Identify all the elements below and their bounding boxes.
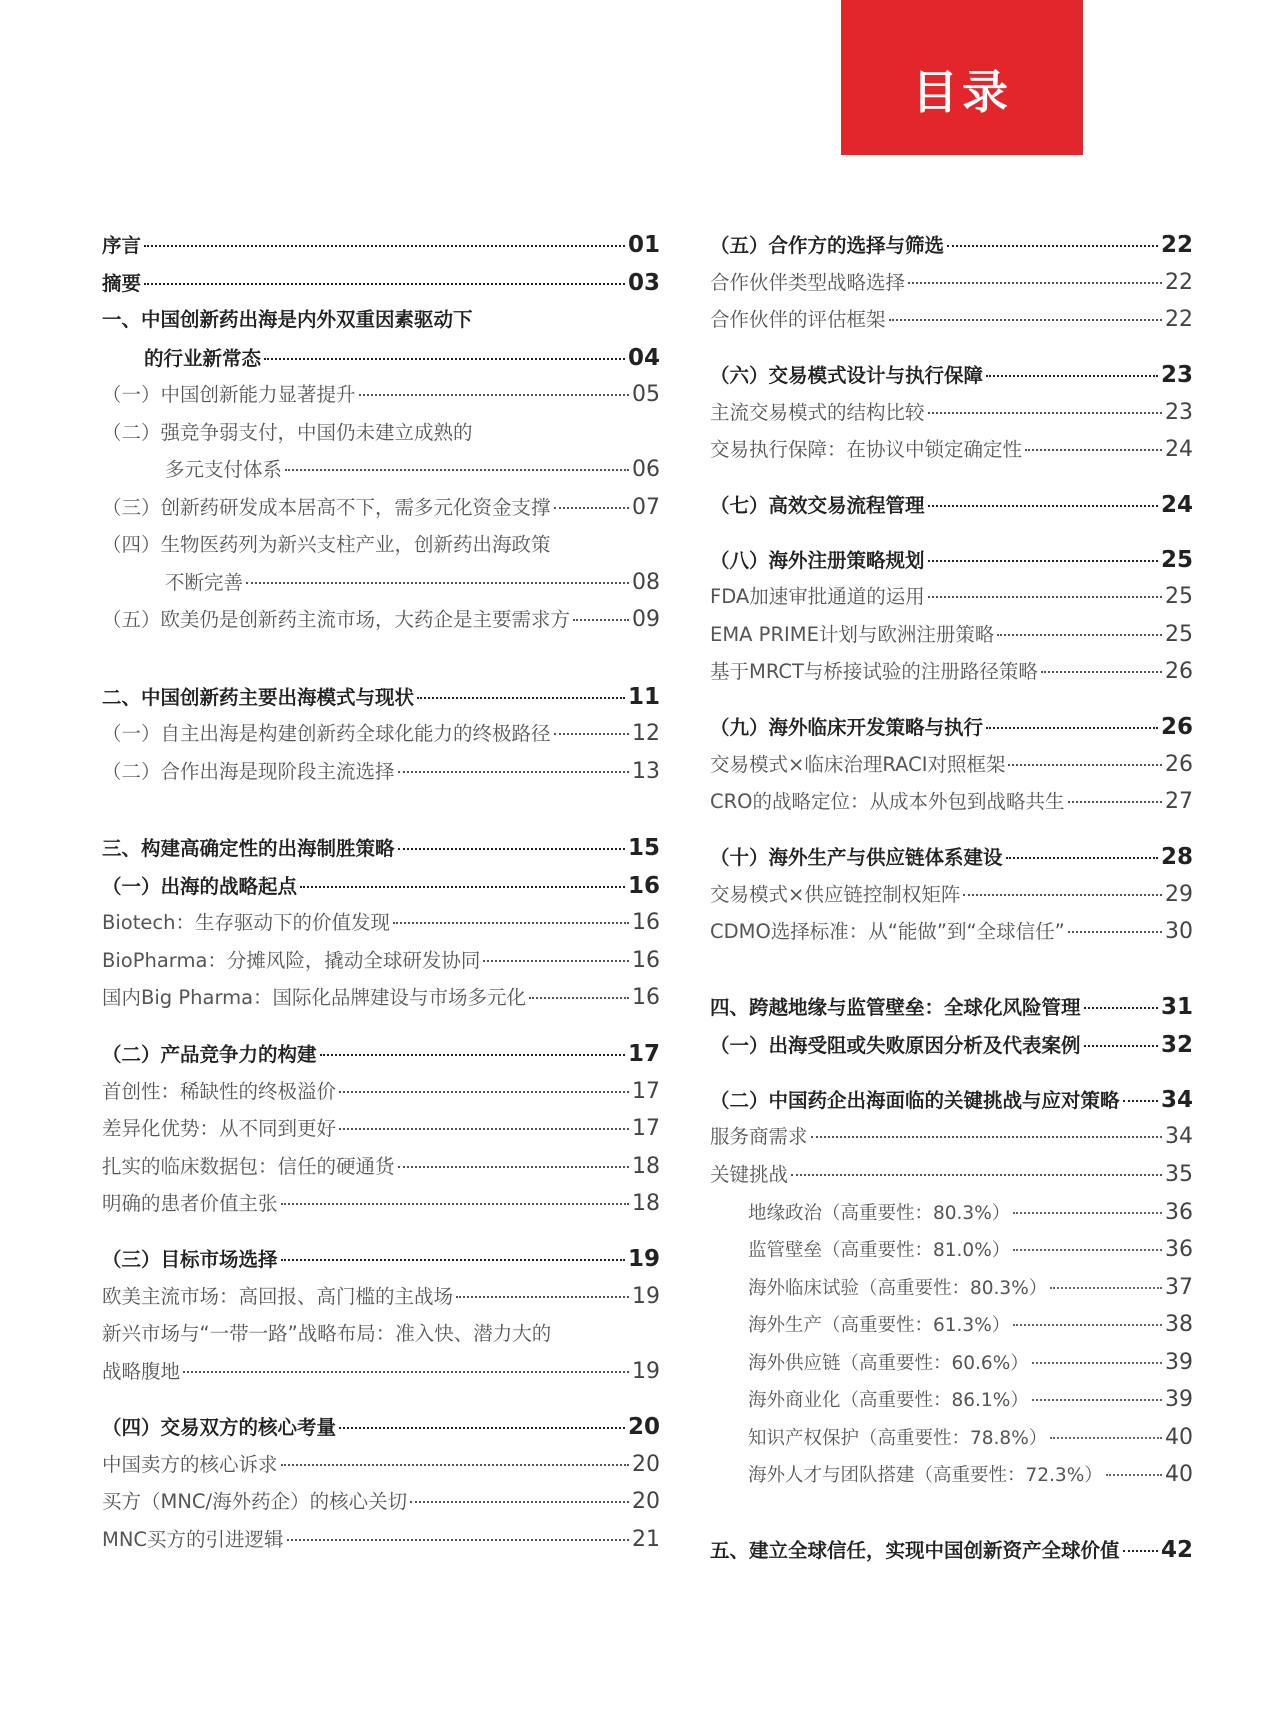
toc-entry-label: 国内Big Pharma：国际化品牌建设与市场多元化 [102, 986, 527, 1009]
toc-page-number: 39 [1165, 1350, 1193, 1375]
toc-entry-label: 二、中国创新药主要出海模式与现状 [102, 686, 415, 709]
toc-entry[interactable] [102, 1285, 660, 1309]
toc-entry-label: 不断完善 [165, 571, 244, 594]
toc-page-number: 25 [1165, 584, 1193, 609]
toc-page-number: 11 [627, 684, 660, 710]
dot-leader [339, 1427, 625, 1429]
toc-page-number: 06 [632, 457, 660, 482]
dot-leader [281, 1259, 625, 1261]
dot-leader [183, 1371, 629, 1373]
toc-entry[interactable] [102, 722, 660, 746]
toc-page-number: 39 [1165, 1387, 1193, 1412]
toc-entry[interactable] [165, 571, 660, 595]
toc-page-number: 07 [632, 495, 660, 520]
dot-leader [1041, 671, 1162, 673]
toc-page-number: 05 [632, 382, 660, 407]
toc-entry[interactable] [102, 1490, 660, 1514]
toc-page-number: 40 [1165, 1425, 1193, 1450]
toc-entry[interactable] [102, 1155, 660, 1179]
toc-entry[interactable] [710, 438, 1193, 462]
toc-entry[interactable] [102, 1453, 660, 1477]
toc-entry-label: （五）欧美仍是创新药主流市场，大药企是主要需求方 [102, 608, 571, 631]
dot-leader [928, 560, 1158, 562]
toc-entry-label: MNC买方的引进逻辑 [102, 1528, 284, 1551]
toc-entry[interactable] [710, 920, 1193, 944]
toc-page-number: 34 [1165, 1124, 1193, 1149]
toc-entry[interactable] [748, 1351, 1193, 1376]
toc-page-number: 27 [1165, 789, 1193, 814]
toc-entry-label: 战略腹地 [102, 1360, 181, 1383]
dot-leader [1084, 1045, 1158, 1047]
toc-page-number: 23 [1160, 362, 1193, 388]
toc-entry[interactable] [102, 233, 660, 258]
toc-entry[interactable] [102, 496, 660, 520]
toc-title-banner [841, 0, 1083, 155]
toc-entry-label: 多元支付体系 [165, 458, 283, 481]
toc-page-number: 20 [632, 1489, 660, 1514]
toc-page-number: 38 [1165, 1312, 1193, 1337]
dot-leader [1068, 801, 1162, 803]
toc-entry[interactable] [102, 1528, 660, 1552]
page-title: 目录 [912, 64, 1012, 119]
toc-page-number: 28 [1160, 844, 1193, 870]
toc-page-number: 22 [1165, 307, 1193, 332]
dot-leader [1025, 449, 1162, 451]
toc-entry-label: （九）海外临床开发策略与执行 [710, 716, 984, 739]
toc-entry[interactable] [102, 383, 660, 407]
dot-leader [928, 412, 1162, 414]
toc-page-number: 25 [1160, 547, 1193, 573]
toc-entry-label: （四）交易双方的核心考量 [102, 1416, 337, 1439]
toc-entry-label: 海外供应链（高重要性：60.6%） [748, 1353, 1029, 1374]
toc-entry-label: CRO的战略定位：从成本外包到战略共生 [710, 790, 1065, 813]
toc-entry[interactable] [710, 995, 1193, 1020]
toc-entry[interactable] [165, 458, 660, 482]
toc-entry-label: 监管壁垒（高重要性：81.0%） [748, 1240, 1011, 1261]
toc-page-number: 19 [627, 1246, 660, 1272]
toc-page-number: 30 [1165, 919, 1193, 944]
toc-page-number: 40 [1165, 1462, 1193, 1487]
dot-leader [398, 1166, 629, 1168]
toc-page-number: 19 [632, 1284, 660, 1309]
toc-entry[interactable] [102, 1117, 660, 1141]
dot-leader [1106, 1474, 1162, 1476]
dot-leader [963, 894, 1162, 896]
toc-entry-label: （一）出海的战略起点 [102, 875, 298, 898]
toc-page-number: 03 [627, 270, 660, 296]
toc-page-number: 25 [1165, 622, 1193, 647]
toc-page-number: 16 [632, 910, 660, 935]
toc-entry[interactable] [710, 883, 1193, 907]
toc-page-number: 09 [632, 607, 660, 632]
dot-leader [398, 848, 625, 850]
toc-entry[interactable] [102, 608, 660, 632]
dot-leader [287, 1539, 629, 1541]
toc-entry[interactable] [748, 1201, 1193, 1226]
toc-page-number: 17 [632, 1079, 660, 1104]
dot-leader [1032, 1362, 1162, 1364]
toc-entry-label: 扎实的临床数据包：信任的硬通货 [102, 1155, 395, 1178]
toc-page-number: 16 [632, 985, 660, 1010]
toc-page-number: 35 [1165, 1162, 1193, 1187]
dot-leader [791, 1174, 1162, 1176]
toc-page-number: 23 [1165, 400, 1193, 425]
toc-page-number: 34 [1160, 1087, 1193, 1113]
toc-page-number: 01 [627, 232, 660, 258]
toc-entry[interactable] [710, 660, 1193, 684]
toc-entry-label: 中国卖方的核心诉求 [102, 1453, 278, 1476]
toc-entry[interactable] [710, 1538, 1193, 1563]
toc-page-number: 17 [627, 1041, 660, 1067]
toc-entry-label: Biotech：生存驱动下的价值发现 [102, 911, 390, 934]
dot-leader [1006, 857, 1158, 859]
toc-entry-label: 地缘政治（高重要性：80.3%） [748, 1203, 1011, 1224]
dot-leader [928, 505, 1158, 507]
dot-leader [947, 245, 1158, 247]
toc-page-number: 12 [632, 721, 660, 746]
toc-entry[interactable] [710, 271, 1193, 295]
toc-entry[interactable] [710, 1163, 1193, 1187]
toc-page-number: 37 [1165, 1275, 1193, 1300]
toc-entry-label: （二）中国药企出海面临的关键挑战与应对策略 [710, 1089, 1120, 1112]
toc-entry[interactable] [710, 585, 1193, 609]
toc-entry-label: 明确的患者价值主张 [102, 1192, 278, 1215]
toc-entry-label: 服务商需求 [710, 1125, 808, 1148]
toc-page-number: 19 [632, 1359, 660, 1384]
toc-entry-label: （七）高效交易流程管理 [710, 494, 925, 517]
dot-leader [889, 319, 1162, 321]
toc-entry-label: 主流交易模式的结构比较 [710, 401, 925, 424]
dot-leader [1123, 1550, 1158, 1552]
toc-entry-label: （三）目标市场选择 [102, 1248, 278, 1271]
toc-entry-label: 交易执行保障：在协议中锁定确定性 [710, 438, 1023, 461]
toc-page-number: 24 [1165, 437, 1193, 462]
toc-entry-label: （六）交易模式设计与执行保障 [710, 364, 984, 387]
dot-leader [483, 960, 629, 962]
toc-page-number: 16 [627, 873, 660, 899]
toc-entry[interactable] [102, 911, 660, 935]
toc-page-number: 20 [627, 1414, 660, 1440]
toc-entry-label: 基于MRCT与桥接试验的注册路径策略 [710, 660, 1038, 683]
dot-leader [1008, 764, 1162, 766]
toc-entry-label: 五、建立全球信任，实现中国创新资产全球价值 [710, 1539, 1120, 1562]
toc-entry[interactable] [710, 623, 1193, 647]
dot-leader [281, 1203, 629, 1205]
toc-page-number: 18 [632, 1154, 660, 1179]
toc-entry[interactable] [748, 1276, 1193, 1301]
toc-entry-label: （四）生物医药列为新兴支柱产业，创新药出海政策 [102, 533, 551, 556]
toc-entry[interactable] [102, 1042, 660, 1067]
dot-leader [281, 1464, 629, 1466]
toc-page-number: 18 [632, 1191, 660, 1216]
toc-entry[interactable] [710, 1033, 1193, 1058]
dot-leader [456, 1296, 629, 1298]
toc-page-number: 22 [1160, 232, 1193, 258]
dot-leader [1084, 1007, 1158, 1009]
toc-entry[interactable] [710, 1088, 1193, 1113]
toc-entry-label: 四、跨越地缘与监管壁垒：全球化风险管理 [710, 996, 1081, 1019]
toc-entry-label: 新兴市场与“一带一路”战略布局：准入快、潜力大的 [102, 1322, 552, 1345]
toc-entry-label: CDMO选择标准：从“能做”到“全球信任” [710, 920, 1065, 943]
toc-entry[interactable] [102, 986, 660, 1010]
toc-entry-label: 摘要 [102, 272, 142, 295]
toc-page-number: 24 [1160, 492, 1193, 518]
toc-entry[interactable] [102, 1247, 660, 1272]
toc-entry-label: （一）自主出海是构建创新药全球化能力的终极路径 [102, 722, 551, 745]
toc-entry-label: 合作伙伴类型战略选择 [710, 271, 906, 294]
toc-entry[interactable] [748, 1463, 1193, 1488]
dot-leader [986, 727, 1158, 729]
toc-entry-label: 差异化优势：从不同到更好 [102, 1117, 337, 1140]
dot-leader [1013, 1212, 1162, 1214]
toc-entry-label: （二）产品竞争力的构建 [102, 1043, 317, 1066]
toc-entry[interactable] [710, 493, 1193, 518]
toc-entry-label: BioPharma：分摊风险，撬动全球研发协同 [102, 949, 481, 972]
toc-entry[interactable] [710, 845, 1193, 870]
dot-leader [928, 596, 1162, 598]
dot-leader [410, 1501, 629, 1503]
dot-leader [1013, 1324, 1162, 1326]
dot-leader [398, 771, 629, 773]
toc-entry[interactable] [102, 1415, 660, 1440]
toc-page-number: 31 [1160, 994, 1193, 1020]
dot-leader [997, 634, 1162, 636]
toc-entry[interactable] [102, 949, 660, 973]
toc-entry[interactable] [748, 1426, 1193, 1451]
toc-entry[interactable] [710, 363, 1193, 388]
toc-page-number: 16 [632, 948, 660, 973]
toc-entry-label: （五）合作方的选择与筛选 [710, 234, 945, 257]
toc-entry[interactable] [102, 874, 660, 899]
toc-page-number: 36 [1165, 1237, 1193, 1262]
toc-page-number: 17 [632, 1116, 660, 1141]
dot-leader [144, 245, 625, 247]
dot-leader [1123, 1100, 1158, 1102]
toc-entry[interactable] [748, 1313, 1193, 1338]
toc-entry-label: 买方（MNC/海外药企）的核心关切 [102, 1490, 408, 1513]
toc-entry[interactable] [710, 790, 1193, 814]
toc-entry[interactable] [710, 715, 1193, 740]
toc-entry[interactable] [102, 271, 660, 296]
toc-entry-label: 关键挑战 [710, 1163, 789, 1186]
toc-entry-label: 三、构建高确定性的出海制胜策略 [102, 837, 395, 860]
toc-page-number: 32 [1160, 1032, 1193, 1058]
dot-leader [554, 733, 629, 735]
dot-leader [1050, 1287, 1162, 1289]
dot-leader [554, 507, 629, 509]
toc-page-number: 22 [1165, 270, 1193, 295]
toc-entry[interactable] [710, 1125, 1193, 1149]
toc-entry-label: 交易模式×供应链控制权矩阵 [710, 883, 961, 906]
dot-leader [811, 1136, 1162, 1138]
dot-leader [339, 1091, 629, 1093]
dot-leader [908, 282, 1162, 284]
toc-page-number: 29 [1165, 882, 1193, 907]
dot-leader [393, 922, 629, 924]
dot-leader [529, 997, 629, 999]
toc-entry-label: 海外商业化（高重要性：86.1%） [748, 1390, 1029, 1411]
toc-entry[interactable] [710, 548, 1193, 573]
toc-entry[interactable] [102, 836, 660, 861]
toc-entry-label: （十）海外生产与供应链体系建设 [710, 846, 1003, 869]
toc-entry-label: （二）强竞争弱支付，中国仍未建立成熟的 [102, 421, 473, 444]
toc-entry-label: 海外人才与团队搭建（高重要性：72.3%） [748, 1465, 1103, 1486]
toc-entry-label: 首创性：稀缺性的终极溢价 [102, 1080, 337, 1103]
toc-entry[interactable] [102, 760, 660, 784]
toc-entry-label: （一）中国创新能力显著提升 [102, 383, 356, 406]
toc-entry[interactable] [102, 1080, 660, 1104]
toc-page-number: 08 [632, 570, 660, 595]
toc-page-number: 13 [632, 759, 660, 784]
dot-leader [320, 1054, 625, 1056]
toc-entry-label: 的行业新常态 [144, 347, 262, 370]
toc-entry[interactable] [710, 753, 1193, 777]
toc-entry-label: 交易模式×临床治理RACI对照框架 [710, 753, 1006, 776]
toc-entry-label: （二）合作出海是现阶段主流选择 [102, 760, 395, 783]
dot-leader [144, 283, 625, 285]
toc-page-number: 36 [1165, 1200, 1193, 1225]
dot-leader [1068, 931, 1162, 933]
dot-leader [246, 582, 629, 584]
toc-entry-label: FDA加速审批通道的运用 [710, 585, 925, 608]
dot-leader [1050, 1437, 1162, 1439]
toc-entry-label: EMA PRIME计划与欧洲注册策略 [710, 623, 995, 646]
toc-entry-label: 序言 [102, 234, 142, 257]
toc-page-number: 42 [1160, 1537, 1193, 1563]
dot-leader [339, 1128, 629, 1130]
toc-entry-label: （八）海外注册策略规划 [710, 549, 925, 572]
dot-leader [986, 375, 1158, 377]
toc-page-number: 26 [1165, 752, 1193, 777]
toc-entry-label: 合作伙伴的评估框架 [710, 308, 886, 331]
toc-entry-label: 海外临床试验（高重要性：80.3%） [748, 1278, 1048, 1299]
dot-leader [1013, 1249, 1162, 1251]
toc-page-number: 04 [627, 345, 660, 371]
toc-entry-label: 一、中国创新药出海是内外双重因素驱动下 [102, 308, 473, 331]
toc-page-number: 15 [627, 835, 660, 861]
toc-page-number: 20 [632, 1452, 660, 1477]
toc-entry[interactable] [102, 1360, 660, 1384]
toc-entry[interactable] [102, 685, 660, 710]
toc-entry-label: 海外生产（高重要性：61.3%） [748, 1315, 1011, 1336]
dot-leader [1032, 1399, 1162, 1401]
toc-entry[interactable] [710, 401, 1193, 425]
toc-entry[interactable] [102, 1192, 660, 1216]
toc-entry-label: （一）出海受阻或失败原因分析及代表案例 [710, 1034, 1081, 1057]
dot-leader [285, 469, 629, 471]
toc-entry-label: （三）创新药研发成本居高不下，需多元化资金支撑 [102, 496, 551, 519]
dot-leader [300, 886, 625, 888]
toc-page-number: 26 [1165, 659, 1193, 684]
toc-entry[interactable] [144, 346, 660, 371]
toc-entry-label: 知识产权保护（高重要性：78.8%） [748, 1428, 1048, 1449]
toc-page-number: 26 [1160, 714, 1193, 740]
dot-leader [359, 394, 629, 396]
toc-entry[interactable] [710, 233, 1193, 258]
toc-entry-label: 欧美主流市场：高回报、高门槛的主战场 [102, 1285, 454, 1308]
toc-entry[interactable] [710, 308, 1193, 332]
dot-leader [417, 697, 625, 699]
dot-leader [264, 358, 625, 360]
toc-entry[interactable] [748, 1238, 1193, 1263]
toc-page-number: 21 [632, 1527, 660, 1552]
toc-entry[interactable] [748, 1388, 1193, 1413]
dot-leader [573, 619, 629, 621]
